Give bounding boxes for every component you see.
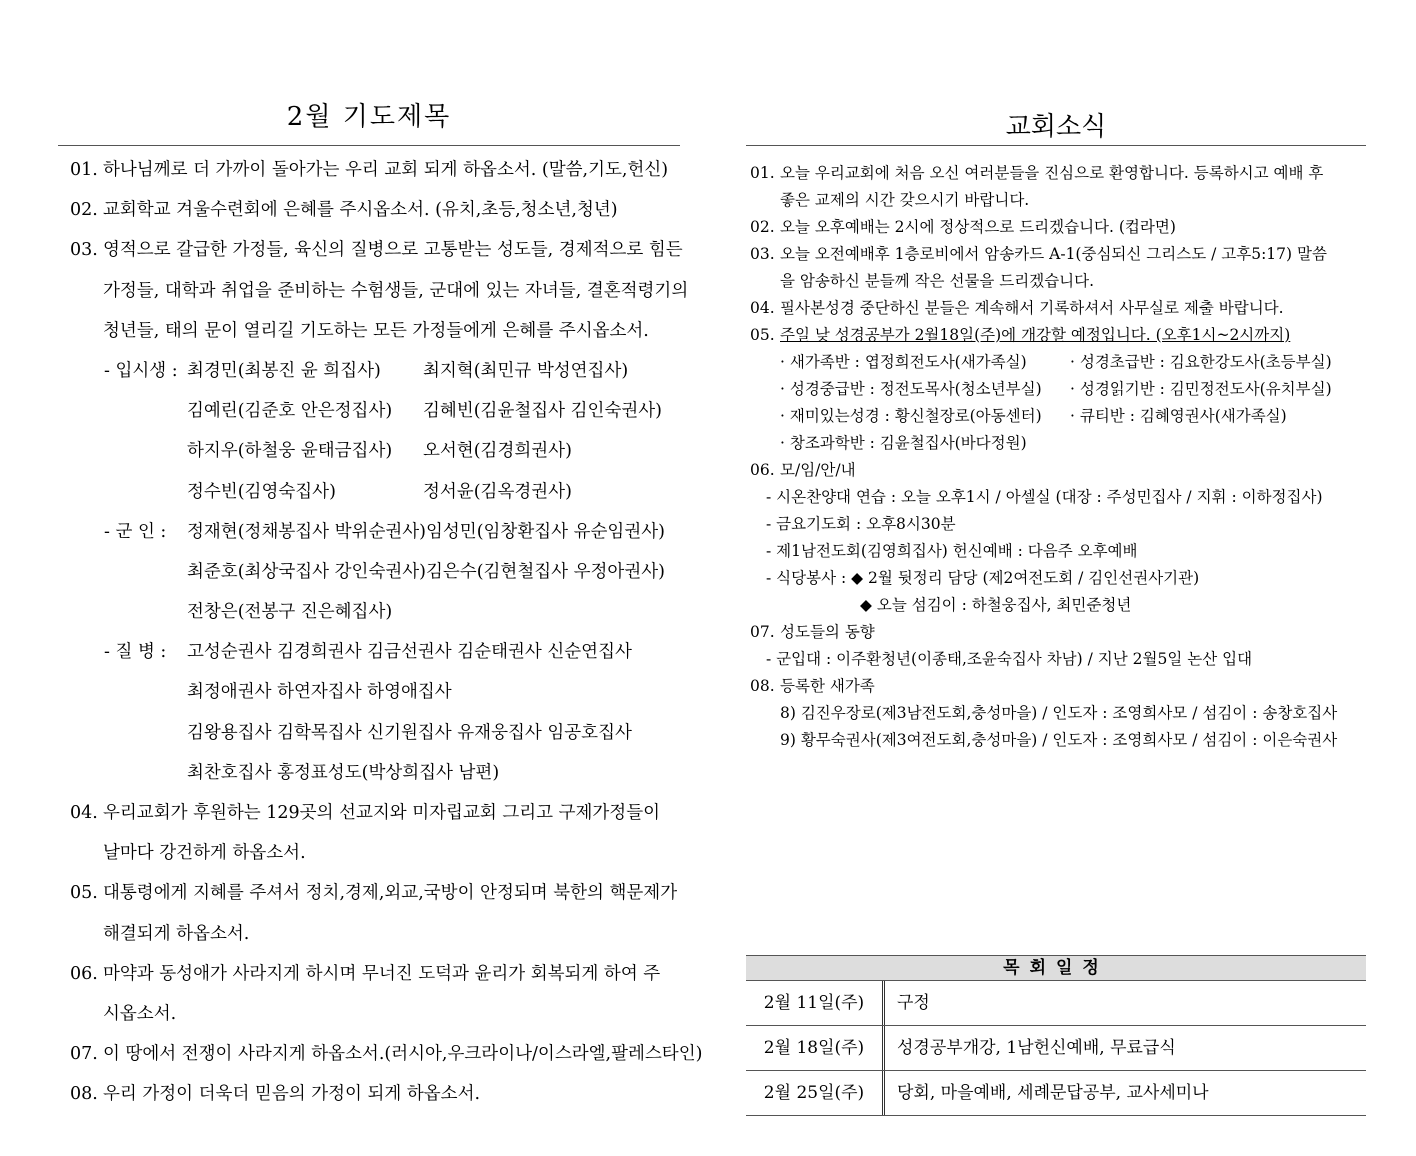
news-item-01: 01. 오늘 우리교회에 처음 오신 여러분들을 진심으로 환영합니다. 등록하시고 예배 후 (750, 164, 1324, 182)
prayer-item-06: 06. 마약과 동성애가 사라지게 하시며 무너진 도덕과 윤리가 회복되게 하여 주 (70, 963, 661, 984)
class-row: · 성경중급반 : 정전도목사(청소년부실) · 성경읽기반 : 김민정전도사(유치부실) (780, 380, 1332, 398)
meeting-item: - 제1남전도회(김영희집사) 헌신예배 : 다음주 오후예배 (766, 542, 1138, 560)
military-label: - 군 인 : (104, 521, 167, 542)
prayer-item-03: 03. 영적으로 갈급한 가정들, 육신의 질병으로 고통받는 성도들, 경제적으로 힘든 (70, 240, 683, 261)
military-row: 전창은(전봉구 진은혜집사) (187, 602, 393, 623)
news-item-08: 08. 등록한 새가족 (750, 677, 875, 695)
class-row: · 재미있는성경 : 황신철장로(아동센터) · 큐티반 : 김혜영권사(새가족실) (780, 407, 1287, 425)
prayer-item-03-cont: 가정들, 대학과 취업을 준비하는 수험생들, 군대에 있는 자녀들, 결혼적령기의 (103, 280, 689, 301)
news-list (750, 160, 1362, 754)
news-item-03: 03. 오늘 오전예배후 1층로비에서 암송카드 A-1(중심되신 그리스도 / 고후5:17) 말씀 (750, 245, 1327, 263)
schedule-event: 당회, 마을예배, 세례문답공부, 교사세미나 (897, 1083, 1209, 1103)
meeting-item: ◆ 오늘 섬김이 : 하철웅집사, 최민준청년 (860, 596, 1132, 614)
prayer-item-04: 04. 우리교회가 후원하는 129곳의 선교지와 미자립교회 그리고 구제가정들이 (70, 803, 661, 823)
new-member: 8) 김진우장로(제3남전도회,충성마을) / 인도자 : 조영희사모 / 섬김이 : 송창호집사 (780, 704, 1338, 722)
military-row: - 군 인 : 정재현(정채봉집사 박위순권사)임성민(임창환집사 유순임권사) (70, 516, 682, 556)
prayer-item-07: 07. 이 땅에서 전쟁이 사라지게 하옵소서.(러시아,우크라이나/이스라엘,팔레스타인) (70, 1044, 703, 1065)
prayer-item-05: 05. 대통령에게 지혜를 주셔서 정치,경제,외교,국방이 안정되며 북한의 핵문제가 (70, 883, 678, 904)
schedule-date: 2월 18일(주) (746, 1026, 885, 1070)
sick-row: 김왕용집사 김학목집사 신기원집사 유재웅집사 임공호집사 (187, 722, 632, 743)
sick-row: 최정애권사 하연자집사 하영애집사 (187, 682, 452, 703)
title-divider (58, 145, 680, 146)
new-member: 9) 황무숙권사(제3여전도회,충성마을) / 인도자 : 조영희사모 / 섬김이 : 이은숙권사 (780, 731, 1338, 749)
prayer-item-06-cont: 시옵소서. (103, 1003, 177, 1024)
exam-row: 정수빈(김영숙집사) 정서윤(김옥경권사) (187, 481, 572, 502)
schedule-date: 2월 25일(주) (746, 1071, 885, 1115)
title-divider (746, 145, 1366, 146)
class-row: · 새가족반 : 엽정희전도사(새가족실) · 성경초급반 : 김요한강도사(초등부실) (780, 353, 1332, 371)
news-item-01-cont: 좋은 교제의 시간 갖으시기 바랍니다. (780, 191, 1030, 209)
sick-label: - 질 병 : (104, 642, 167, 663)
exam-row: - 입시생 : 최경민(최봉진 윤 희집사) 최지혁(최민규 박성연집사) (70, 355, 682, 395)
sick-row: - 질 병 : 고성순권사 김경희권사 김금선권사 김순태권사 신순연집사 (70, 636, 682, 676)
military-row: 최준호(최상국집사 강인숙권사)김은수(김현철집사 우정아권사) (187, 561, 665, 582)
schedule-event: 구정 (897, 993, 930, 1013)
schedule-event: 성경공부개강, 1남헌신예배, 무료급식 (897, 1038, 1176, 1058)
news-item-04: 04. 필사본성경 중단하신 분들은 계속해서 기록하셔서 사무실로 제출 바랍니다. (750, 299, 1284, 317)
bible-study-notice: 주일 낮 성경공부가 2월18일(주)에 개강할 예정입니다. (오후1시~2시까지) (780, 326, 1291, 344)
news-item-05: 05. 주일 낮 성경공부가 2월18일(주)에 개강할 예정입니다. (오후1시~2시까지) (750, 326, 1291, 344)
exam-row: 하지우(하철웅 윤태금집사) 오서현(김경희권사) (187, 441, 572, 462)
news-item-07: 07. 성도들의 동향 (750, 623, 875, 641)
news-item-06: 06. 모/임/안/내 (750, 461, 856, 479)
member-news: - 군입대 : 이주환청년(이종태,조윤숙집사 차남) / 지난 2월5일 논산 입대 (766, 650, 1253, 668)
schedule-header: 목회일정 (746, 955, 1366, 981)
prayer-item-08: 08. 우리 가정이 더욱더 믿음의 가정이 되게 하옵소서. (70, 1084, 481, 1105)
sick-row: 최찬호집사 홍정표성도(박상희집사 남편) (187, 762, 500, 783)
pastoral-schedule-table (746, 955, 1366, 1116)
schedule-row (746, 1071, 1366, 1116)
prayer-title: 2월 기도제목 (286, 102, 452, 132)
news-title: 교회소식 (1005, 112, 1107, 142)
schedule-row (746, 981, 1366, 1026)
meeting-item: - 금요기도회 : 오후8시30분 (766, 515, 956, 533)
prayer-item-02: 02. 교회학교 겨울수련회에 은혜를 주시옵소서. (유치,초등,청소년,청년) (70, 200, 618, 221)
schedule-date: 2월 11일(주) (746, 981, 885, 1025)
prayer-list (70, 154, 703, 1119)
meeting-item: - 시온찬양대 연습 : 오늘 오후1시 / 아셀실 (대장 : 주성민집사 / 지휘 : 이하정집사) (766, 488, 1323, 506)
exam-row: 김예린(김준호 안은정집사) 김혜빈(김윤철집사 김인숙권사) (187, 401, 662, 422)
news-item-02: 02. 오늘 오후예배는 2시에 정상적으로 드리겠습니다. (컵라면) (750, 218, 1176, 236)
prayer-item-03-cont: 청년들, 태의 문이 열리길 기도하는 모든 가정들에게 은혜를 주시옵소서. (103, 320, 649, 341)
schedule-row (746, 1026, 1366, 1071)
prayer-item-05-cont: 해결되게 하옵소서. (103, 923, 250, 944)
prayer-item-04-cont: 날마다 강건하게 하옵소서. (103, 843, 306, 864)
prayer-item-01: 01. 하나님께로 더 가까이 돌아가는 우리 교회 되게 하옵소서. (말씀,기도,헌신) (70, 160, 669, 180)
meeting-item: - 식당봉사 : ◆ 2월 뒷정리 담당 (제2여전도회 / 김인선권사기관) (766, 569, 1200, 587)
class-row: · 창조과학반 : 김윤철집사(바다정원) (780, 434, 1027, 452)
news-item-03-cont: 을 암송하신 분들께 작은 선물을 드리겠습니다. (780, 272, 1095, 290)
exam-label: - 입시생 : (104, 360, 178, 381)
